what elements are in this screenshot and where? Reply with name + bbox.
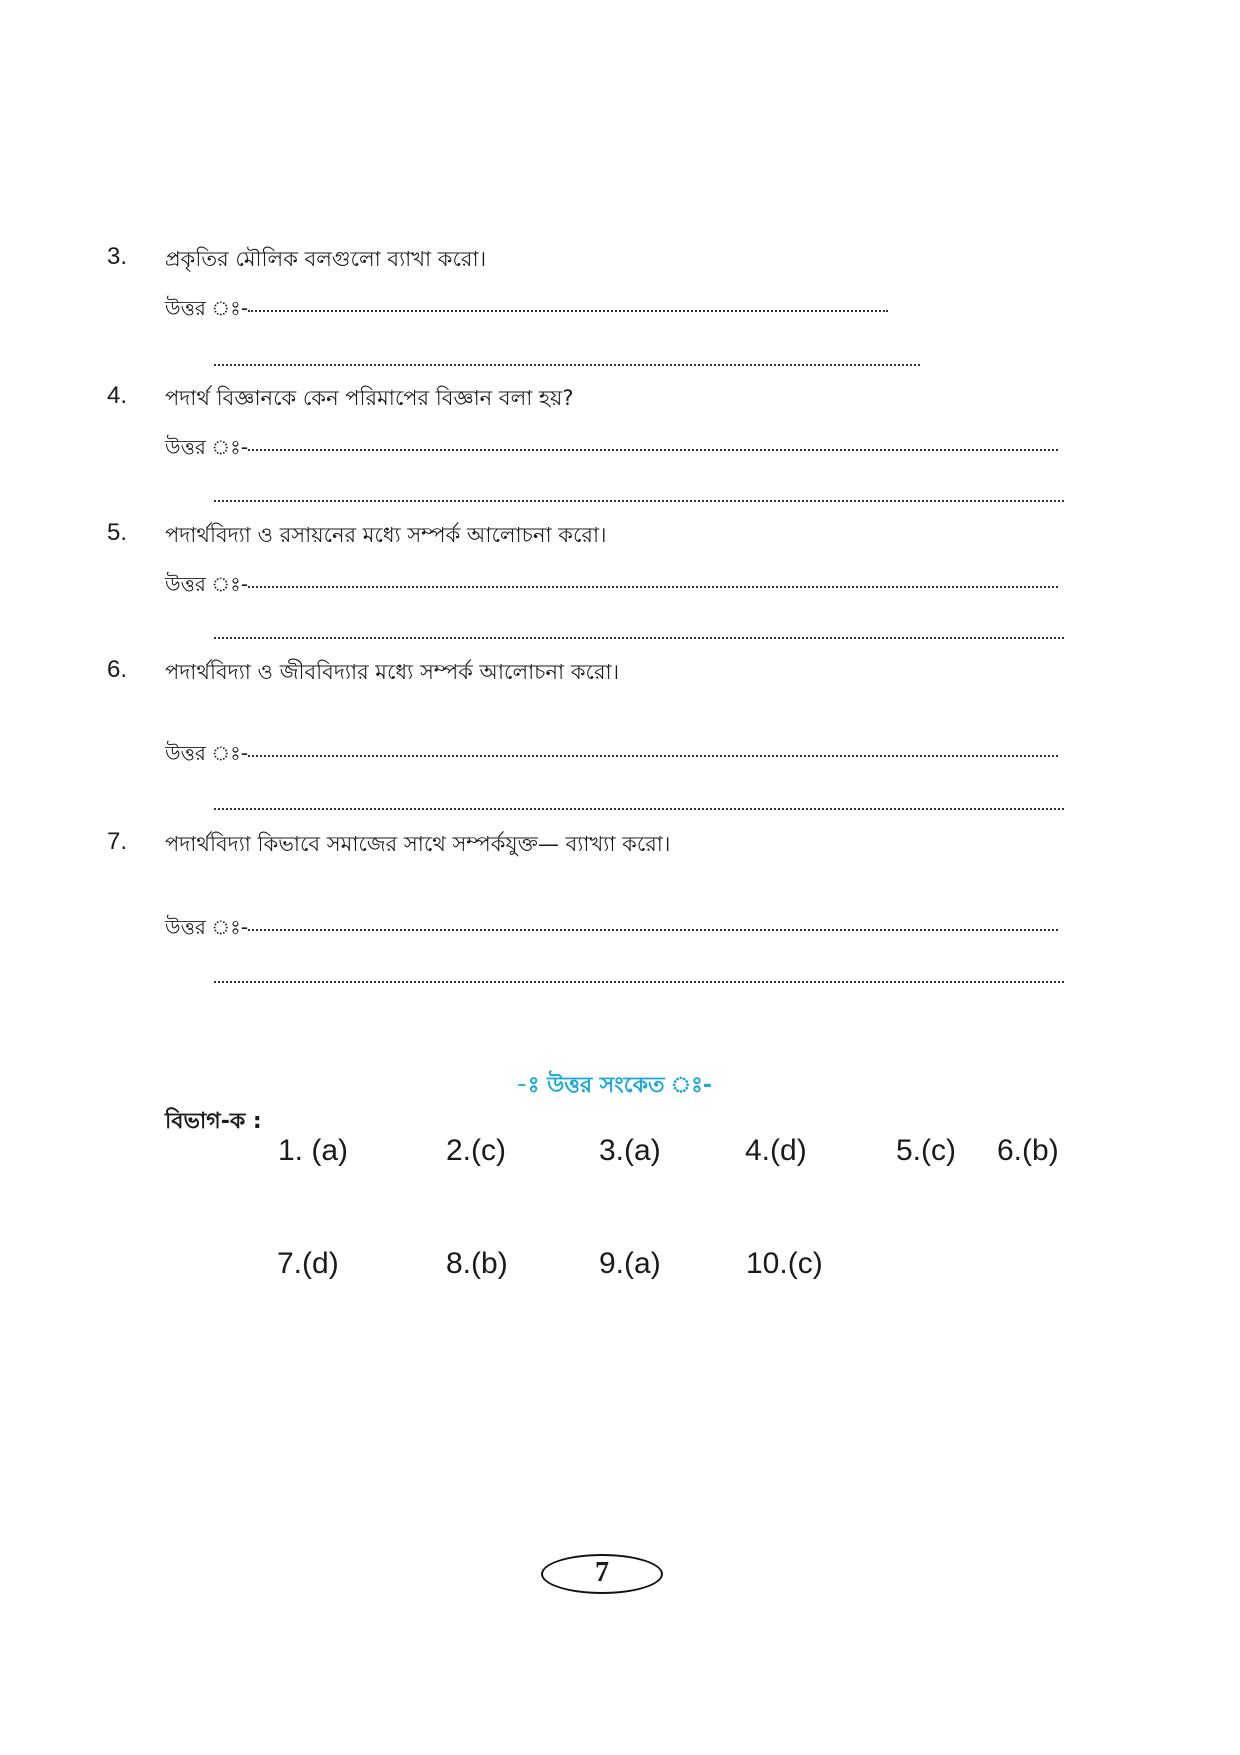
question-text: পদার্থবিদ্যা কিভাবে সমাজের সাথে সম্পর্কযুক্ত— ব্যাখ্যা করো। [165,832,671,856]
answer-line[interactable] [248,449,1058,451]
question-text: পদার্থবিদ্যা ও জীববিদ্যার মধ্যে সম্পর্ক আলোচনা করো। [165,660,620,684]
question-text: পদার্থবিদ্যা ও রসায়নের মধ্যে সম্পর্ক আলোচনা করো। [165,523,607,547]
answer-line[interactable] [214,981,1064,983]
mcq-answer: 6.(b) [997,1134,1059,1167]
question-text: প্রকৃতির মৌলিক বলগুলো ব্যাখা করো। [165,247,487,271]
answer-line[interactable] [248,755,1058,757]
question-text: পদার্থ বিজ্ঞানকে কেন পরিমাপের বিজ্ঞান বলা হয়? [165,386,574,410]
mcq-answer: 7.(d) [277,1247,339,1280]
answer-label: উত্তর ঃ- [165,572,249,596]
mcq-answer: 2.(c) [446,1134,506,1167]
mcq-answer: 1. (a) [278,1134,349,1167]
question-number: 6. [107,656,128,683]
answer-label: উত্তর ঃ- [165,741,249,765]
answer-label: উত্তর ঃ- [165,915,249,939]
page-number: 7 [541,1554,663,1594]
answer-key-title: -ঃ উত্তর সংকেত ঃ- [516,1073,713,1098]
answer-line[interactable] [248,310,888,312]
mcq-answer: 8.(b) [446,1247,508,1280]
answer-label: উত্তর ঃ- [165,435,249,459]
question-number: 4. [107,382,128,409]
answer-line[interactable] [214,808,1064,810]
question-number: 5. [107,519,128,546]
answer-line[interactable] [248,929,1058,931]
mcq-answer: 10.(c) [746,1247,823,1280]
answer-line[interactable] [214,637,1064,639]
answer-line[interactable] [214,500,1064,502]
question-number: 3. [107,243,128,270]
question-number: 7. [107,828,128,855]
mcq-answer: 3.(a) [599,1134,661,1167]
mcq-answer: 4.(d) [745,1134,807,1167]
section-label: বিভাগ-ক : [165,1109,262,1134]
answer-label: উত্তর ঃ- [165,296,249,320]
mcq-answer: 9.(a) [599,1247,661,1280]
answer-line[interactable] [214,364,920,366]
answer-line[interactable] [248,586,1058,588]
mcq-answer: 5.(c) [896,1134,956,1167]
